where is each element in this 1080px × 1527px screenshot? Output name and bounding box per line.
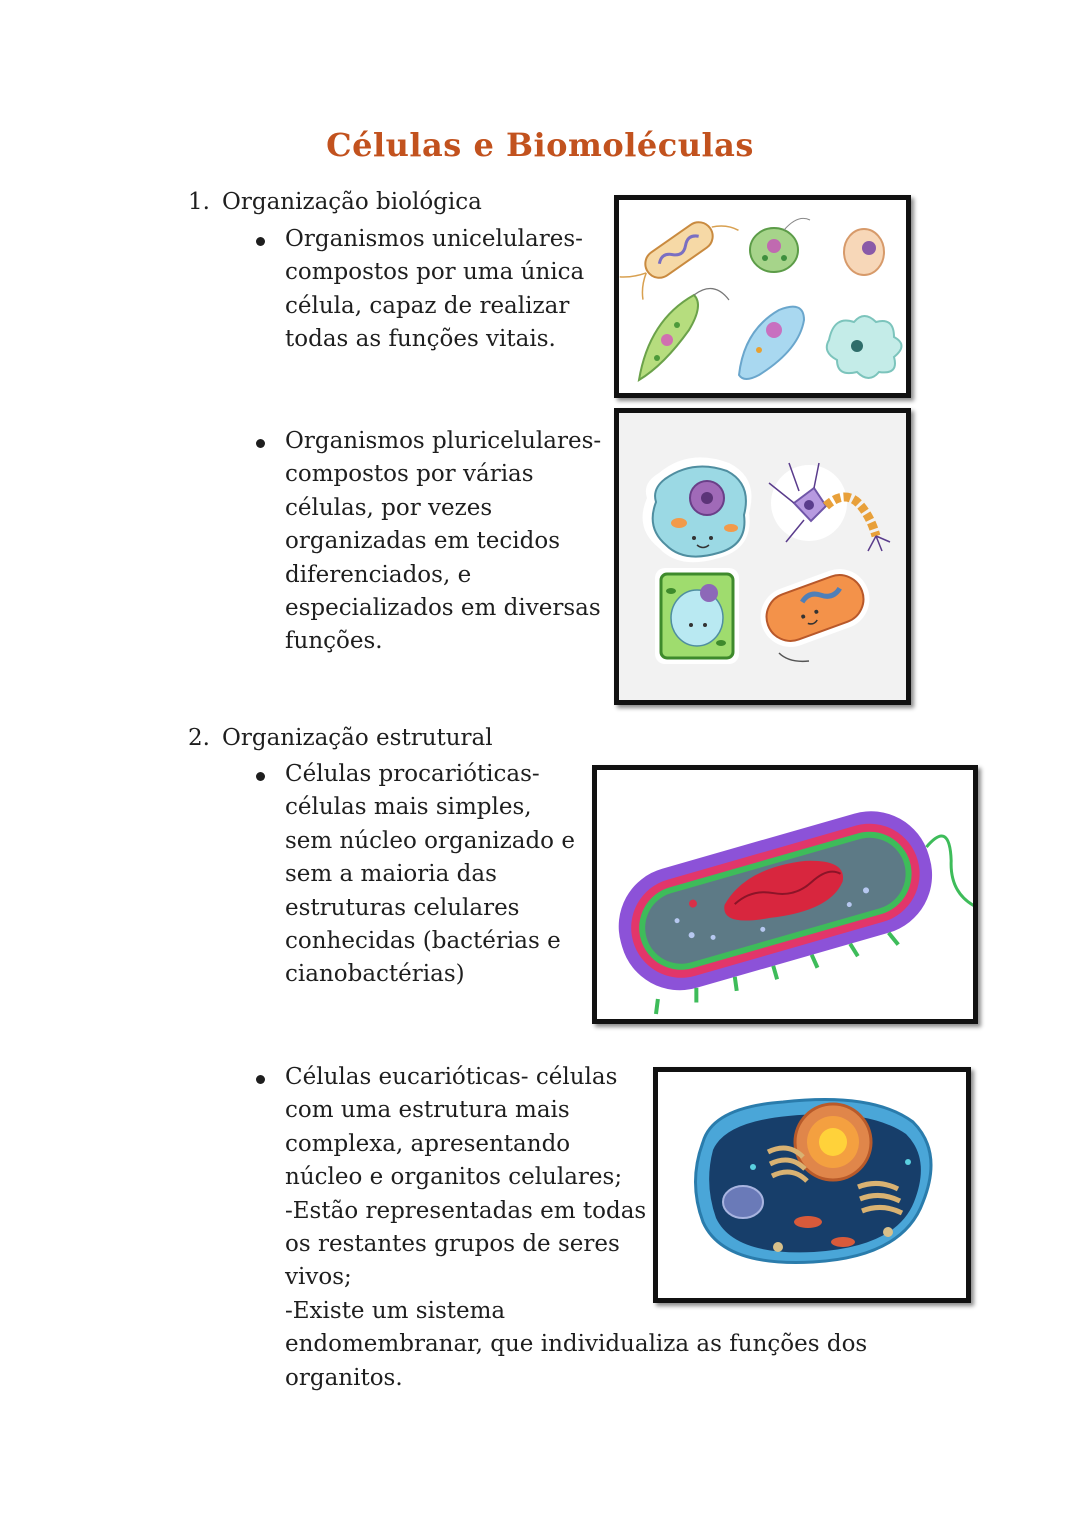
- bullet-dot: [256, 1075, 265, 1084]
- prokaryotic-cell-image: [592, 765, 978, 1024]
- eukaryotic-cell-image: [653, 1067, 971, 1303]
- unicellular-organisms-image: [614, 195, 911, 398]
- bullet-prokaryotic-text: Células procarióticas- células mais simples, sem núcleo organizado e sem a maioria das estruturas celulares conhecidas (bactérias e cianobactérias): [285, 761, 575, 988]
- section-1-title: Organização biológica: [222, 189, 482, 215]
- multicellular-illustration: [619, 413, 906, 700]
- bullet-dot: [256, 237, 265, 246]
- section-1-heading: [188, 186, 482, 219]
- section-2-number: 2.: [188, 725, 210, 751]
- prokaryotic-cell-illustration: [597, 770, 973, 1019]
- bullet-unicellular-text: Organismos unicelulares- compostos por uma única célula, capaz de realizar todas as funções vitais.: [285, 226, 585, 353]
- section-2-title: Organização estrutural: [222, 725, 493, 751]
- bullet-unicellular: [256, 223, 584, 357]
- bullet-multicellular-text: Organismos pluricelulares- compostos por várias células, por vezes organizadas em tecidos diferenciados, e especializados em diversas funções.: [285, 428, 602, 655]
- bullet-dot: [256, 439, 265, 448]
- bullet-multicellular: [256, 425, 601, 659]
- multicellular-organisms-image: [614, 408, 911, 705]
- section-2-heading: [188, 722, 493, 755]
- section-1-number: 1.: [188, 189, 210, 215]
- eukaryotic-cell-illustration: [658, 1072, 966, 1298]
- bullet-prokaryotic: [256, 758, 575, 992]
- bullet-dot: [256, 772, 265, 781]
- unicellular-illustration: [619, 200, 906, 393]
- bullet-eukaryotic-text: Células eucarióticas- células com uma estrutura mais complexa, apresentando núcleo e organitos celulares; -Estão representadas em todas os restantes grupos de seres vivos; -Existe um sistema endomembranar, que individualiza as funções dos organitos.: [285, 1064, 868, 1391]
- page-title: Células e Biomoléculas: [326, 126, 754, 164]
